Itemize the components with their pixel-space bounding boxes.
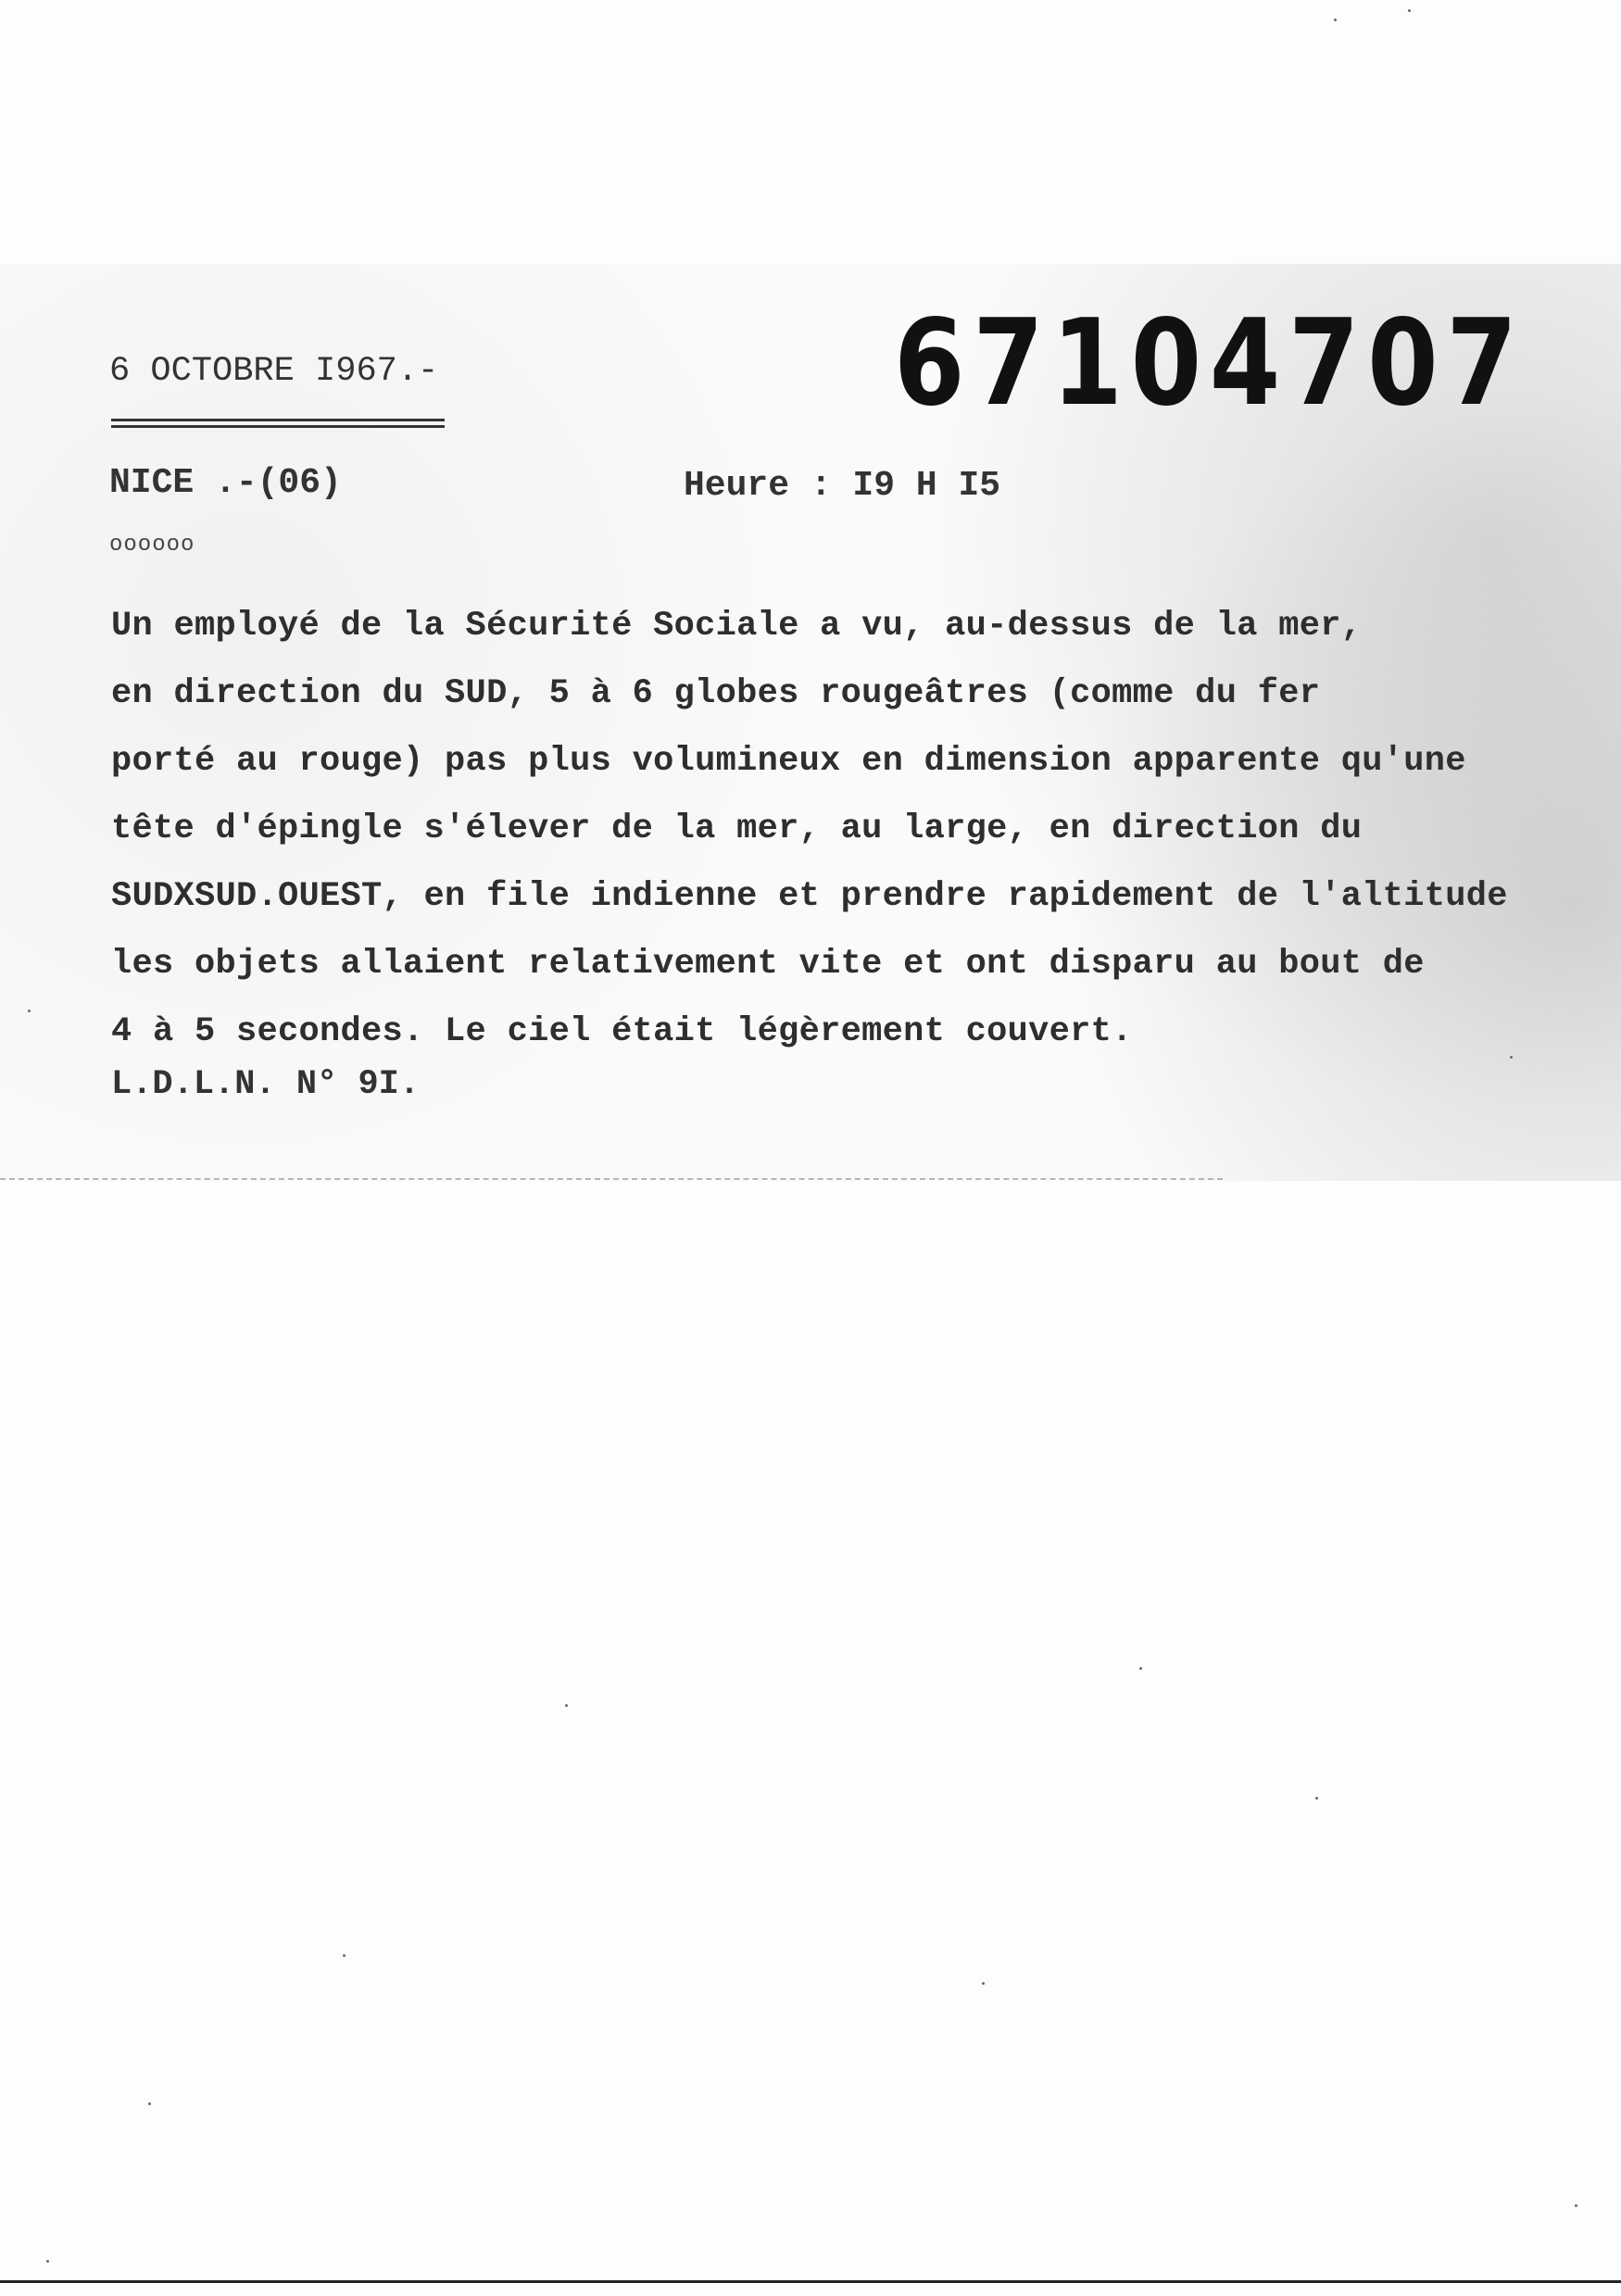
body-line: tête d'épingle s'élever de la mer, au large, en direction du [111,809,1363,848]
bottom-edge-line [0,2280,1621,2283]
speck [1408,9,1411,12]
date-underline [111,419,445,421]
body-line: SUDXSUD.OUEST, en file indienne et prendre rapidement de l'altitude [111,877,1508,916]
speck [1510,1056,1513,1059]
speck [46,2260,49,2263]
body-line: Un employé de la Sécurité Sociale a vu, au-dessus de la mer, [111,607,1363,646]
speck [343,1954,346,1957]
speck [1575,2204,1577,2207]
speck [982,1982,985,1985]
report-location: NICE .-(06) [109,463,342,503]
body-line: les objets allaient relativement vite et ont disparu au bout de [111,945,1425,984]
speck [1334,19,1337,21]
reference-number: 67104707 [894,295,1526,433]
speck [565,1704,568,1707]
card-edge [0,1178,1223,1180]
report-time: Heure : I9 H I5 [684,466,1001,506]
report-date: 6 OCTOBRE I967.- [109,352,439,391]
speck [1315,1797,1318,1800]
body-line: porté au rouge) pas plus volumineux en dimension apparente qu'une [111,742,1466,781]
report-body [111,593,1593,1066]
separator-marks: oooooo [109,533,195,558]
speck [28,1010,31,1012]
body-line: 4 à 5 secondes. Le ciel était légèrement couvert. [111,1012,1133,1051]
speck [1139,1667,1142,1670]
source-reference: L.D.L.N. N° 9I. [111,1065,421,1104]
body-line: en direction du SUD, 5 à 6 globes rougeâtres (comme du fer [111,674,1321,713]
speck [148,2102,151,2105]
